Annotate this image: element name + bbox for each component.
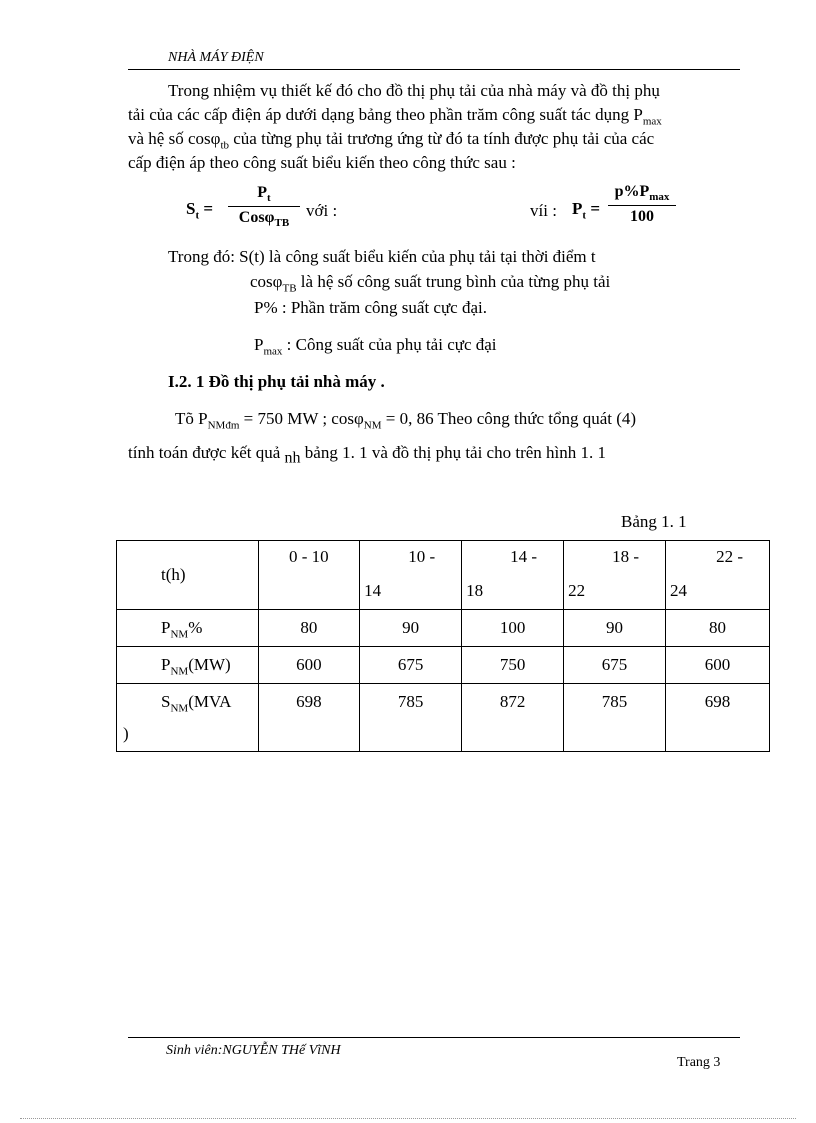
- intro-line-4: cấp điện áp theo công suất biểu kiến theo công thức sau :: [128, 153, 516, 172]
- row-label-cell: $S_{NM}(MVA$ ): [117, 684, 259, 752]
- row-label-cell: $P_{NM}(MW)$: [117, 647, 259, 684]
- where-line-1: Trong đó: S(t) là công suất biểu kiến của phụ tải tại thời điểm t: [168, 247, 596, 266]
- table-caption: Bảng 1. 1: [621, 512, 687, 531]
- para2-line-1: Tõ $P_{NMđm} = 750$ MW ; cosφ$_{NM}$ = 0, 86 Theo công thức tổng quát (4): [175, 409, 637, 432]
- value-cell: 675: [564, 647, 666, 684]
- value-cell: 80: [666, 610, 770, 647]
- formula1-fraction: $P_t$ Cosφ$_{TB}$: [228, 184, 300, 229]
- row-label-cell: $P_{NM}\%$: [117, 610, 259, 647]
- page-bottom-divider: [20, 1118, 796, 1119]
- value-cell: 100: [462, 610, 564, 647]
- table-row: [117, 610, 770, 647]
- load-table: [116, 540, 770, 752]
- intro-line-1: Trong nhiệm vụ thiết kế đó cho đồ thị phụ tải của nhà máy và đồ thị phụ: [168, 81, 660, 100]
- value-cell: 600: [666, 647, 770, 684]
- para2-line-2: tính toán được kết quả $_{nh}$ bảng 1. 1 và đồ thị phụ tải cho trên hình 1. 1: [128, 443, 607, 467]
- value-cell: 80: [258, 610, 360, 647]
- page-header-title: NHÀ MÁY ĐIỆN: [168, 50, 264, 65]
- period-cell: 18 - 22: [564, 541, 666, 610]
- value-cell: 90: [360, 610, 462, 647]
- table-row: [117, 647, 770, 684]
- where-line-4: $P_{max}$ : Công suất của phụ tải cực đại: [254, 335, 497, 358]
- value-cell: 600: [258, 647, 360, 684]
- where-line-3: P% : Phần trăm công suất cực đại.: [254, 298, 487, 317]
- header-label-cell: t(h): [117, 541, 259, 610]
- where-line-2: cosφ$_{TB}$ là hệ số công suất trung bình của từng phụ tải: [250, 272, 611, 295]
- formula1-lhs: $S_t$ =: [186, 199, 214, 222]
- period-cell: 22 - 24: [666, 541, 770, 610]
- value-cell: 872: [462, 684, 564, 752]
- formula2-prefix: víi :: [530, 201, 557, 220]
- footer-student-name: Sinh viên:NGUYỄN THế VĩNH: [166, 1043, 341, 1058]
- value-cell: 785: [360, 684, 462, 752]
- period-cell: 10 - 14: [360, 541, 462, 610]
- table-row: [117, 684, 770, 752]
- period-cell: 14 - 18: [462, 541, 564, 610]
- value-cell: 90: [564, 610, 666, 647]
- formula1-with: với :: [306, 201, 338, 220]
- formula2-lhs: $P_t$ =: [572, 199, 600, 222]
- footer-rule: [128, 1037, 740, 1038]
- intro-line-2: tải của các cấp điện áp dưới dạng bảng theo phần trăm công suất tác dụng $P_{max}$: [128, 105, 662, 128]
- value-cell: 698: [258, 684, 360, 752]
- period-cell: 0 - 10: [258, 541, 360, 610]
- value-cell: 750: [462, 647, 564, 684]
- value-cell: 675: [360, 647, 462, 684]
- header-rule: [128, 69, 740, 70]
- footer-page-number: Trang 3: [677, 1055, 721, 1070]
- table-header-row: [117, 541, 770, 610]
- section-title: I.2. 1 Đồ thị phụ tải nhà máy .: [168, 372, 385, 391]
- intro-line-3: và hệ số cosφ$_{tb}$ của từng phụ tải trương ứng từ đó ta tính được phụ tải của các: [128, 129, 655, 152]
- value-cell: 698: [666, 684, 770, 752]
- formula2-fraction: $p\%P_{max}$ 100: [608, 183, 676, 226]
- value-cell: 785: [564, 684, 666, 752]
